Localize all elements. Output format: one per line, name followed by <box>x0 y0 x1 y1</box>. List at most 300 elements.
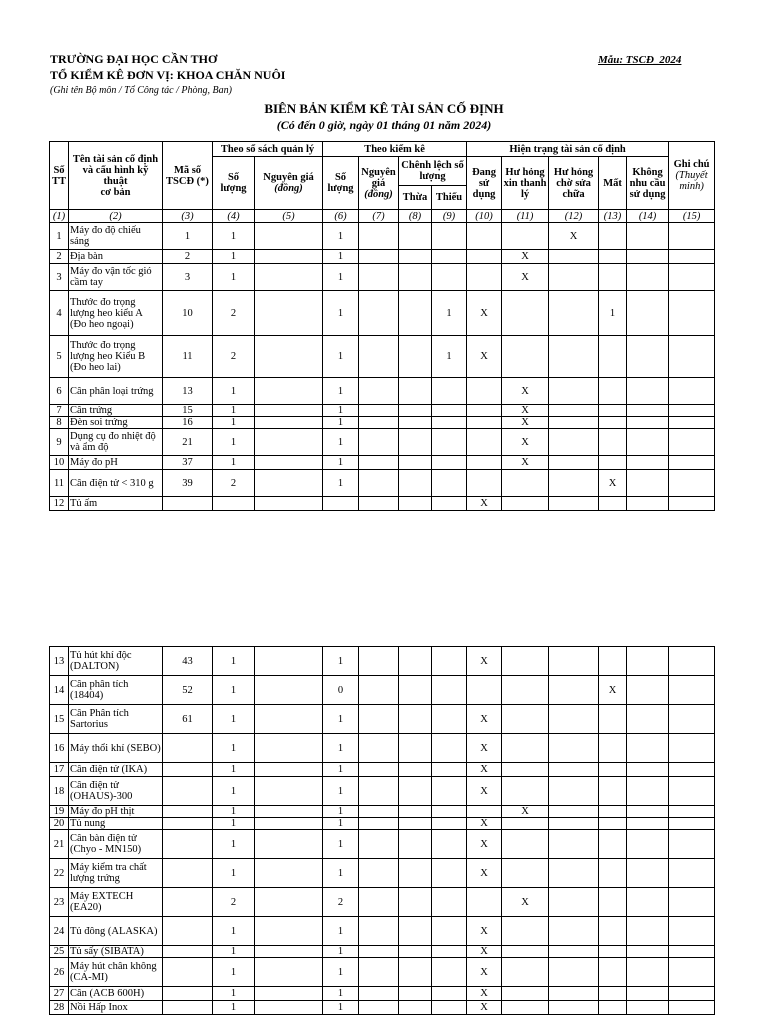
table-cell: X <box>502 806 549 818</box>
unit-note: (Ghi tên Bộ môn / Tổ Công tác / Phòng, Ban) <box>50 85 232 96</box>
asset-name-cell: Máy hút chân không (CA-MI) <box>69 958 163 987</box>
col-code: Mã số TSCĐ (*) <box>163 142 213 210</box>
table-cell: 1 <box>323 1001 359 1015</box>
table-cell <box>627 830 669 859</box>
table-cell <box>599 946 627 958</box>
table-cell: 1 <box>213 676 255 705</box>
table-cell <box>627 734 669 763</box>
table-cell <box>255 777 323 806</box>
table-cell <box>669 987 715 1001</box>
table-cell: 1 <box>323 291 359 336</box>
table-row <box>50 705 715 734</box>
table-cell <box>432 830 467 859</box>
table-cell <box>669 223 715 250</box>
table-cell: X <box>467 497 502 511</box>
table-cell: 1 <box>323 705 359 734</box>
table-cell: 1 <box>432 291 467 336</box>
table-cell <box>669 1001 715 1015</box>
table-cell <box>163 734 213 763</box>
table-cell <box>549 917 599 946</box>
table-cell <box>432 497 467 511</box>
table-cell: 1 <box>323 470 359 497</box>
table-cell <box>163 859 213 888</box>
table-cell <box>163 958 213 987</box>
table-cell <box>399 336 432 378</box>
col-number: (3) <box>163 210 213 223</box>
col-count-price-label: Nguyên giá <box>361 166 396 189</box>
document-title: BIÊN BẢN KIỂM KÊ TÀI SẢN CỐ ĐỊNH <box>264 101 504 116</box>
col-number: (4) <box>213 210 255 223</box>
table-cell <box>432 676 467 705</box>
table-cell <box>359 497 399 511</box>
table-cell <box>255 378 323 405</box>
table-cell: X <box>467 336 502 378</box>
table-row <box>50 806 715 818</box>
table-cell <box>549 806 599 818</box>
table-row <box>50 946 715 958</box>
table-cell: 1 <box>323 647 359 676</box>
table-cell <box>627 291 669 336</box>
table-cell <box>399 223 432 250</box>
col-number: (12) <box>549 210 599 223</box>
table-row <box>50 223 715 250</box>
table-cell <box>163 987 213 1001</box>
table-cell <box>399 830 432 859</box>
table-cell <box>399 405 432 417</box>
col-number: (13) <box>599 210 627 223</box>
table-cell <box>432 223 467 250</box>
asset-name-cell: Thước đo trọng lượng heo kiểu A (Đo heo ngoại) <box>69 291 163 336</box>
table-cell <box>467 888 502 917</box>
table-cell: 1 <box>163 223 213 250</box>
asset-name-cell: Đèn soi trứng <box>69 417 163 429</box>
table-cell <box>432 859 467 888</box>
table-cell: 1 <box>599 291 627 336</box>
table-cell <box>359 1001 399 1015</box>
table-row <box>50 777 715 806</box>
table-cell <box>627 497 669 511</box>
table-cell <box>163 818 213 830</box>
table-cell <box>255 806 323 818</box>
col-count-group: Theo kiểm kê <box>323 142 467 157</box>
table-cell: X <box>502 250 549 264</box>
table-cell: X <box>467 946 502 958</box>
table-cell <box>163 888 213 917</box>
table-cell: 1 <box>213 647 255 676</box>
table-cell <box>502 830 549 859</box>
table-cell <box>467 806 502 818</box>
table-cell <box>359 291 399 336</box>
table-cell: 1 <box>213 946 255 958</box>
table-cell <box>627 378 669 405</box>
table-cell <box>549 405 599 417</box>
table-cell <box>359 223 399 250</box>
table-cell <box>627 405 669 417</box>
table-cell <box>399 647 432 676</box>
table-cell <box>502 763 549 777</box>
table-cell <box>399 676 432 705</box>
table-cell <box>399 859 432 888</box>
table-cell <box>432 429 467 456</box>
table-cell <box>399 429 432 456</box>
col-stt: Số TT <box>50 142 69 210</box>
table-cell: X <box>467 763 502 777</box>
col-status-inuse: Đang sử dụng <box>467 157 502 210</box>
table-cell <box>467 417 502 429</box>
table-cell <box>669 818 715 830</box>
table-cell <box>627 456 669 470</box>
table-cell <box>627 763 669 777</box>
table-cell <box>669 830 715 859</box>
table-cell <box>399 1001 432 1015</box>
table-cell <box>359 958 399 987</box>
table-cell <box>255 763 323 777</box>
form-code: Mẫu: TSCĐ_2024 <box>598 54 682 66</box>
table-cell <box>255 647 323 676</box>
table-cell <box>359 417 399 429</box>
table-row <box>50 336 715 378</box>
asset-name-cell: Địa bàn <box>69 250 163 264</box>
table-cell: 1 <box>323 946 359 958</box>
table-cell: 52 <box>163 676 213 705</box>
table-cell <box>627 705 669 734</box>
table-cell <box>432 763 467 777</box>
asset-name-cell: Nồi Hấp Inox <box>69 1001 163 1015</box>
table-cell <box>255 291 323 336</box>
table-cell: X <box>549 223 599 250</box>
table-cell <box>549 859 599 888</box>
col-name-line1: Tên tài sản cố định <box>72 153 159 165</box>
table-cell <box>255 818 323 830</box>
table-row <box>50 859 715 888</box>
table-cell <box>432 946 467 958</box>
col-status-lost: Mất <box>599 157 627 210</box>
table-cell <box>432 734 467 763</box>
table-cell: 2 <box>213 470 255 497</box>
row-number-cell: 15 <box>50 705 69 734</box>
table-cell <box>359 777 399 806</box>
table-cell <box>502 1001 549 1015</box>
table-cell: 1 <box>323 264 359 291</box>
table-cell <box>359 336 399 378</box>
col-books-qty: Số lượng <box>213 157 255 210</box>
table-cell <box>399 818 432 830</box>
table-cell <box>502 291 549 336</box>
table-cell <box>255 336 323 378</box>
table-cell: X <box>467 830 502 859</box>
table-cell <box>627 264 669 291</box>
row-number-cell: 25 <box>50 946 69 958</box>
table-row <box>50 917 715 946</box>
table-cell: 1 <box>323 859 359 888</box>
row-number-cell: 6 <box>50 378 69 405</box>
table-cell <box>627 417 669 429</box>
table-cell <box>502 336 549 378</box>
table-cell: 1 <box>323 777 359 806</box>
asset-name-cell: Cân (ACB 600H) <box>69 987 163 1001</box>
table-cell <box>669 250 715 264</box>
table-cell: 1 <box>213 378 255 405</box>
table-row <box>50 264 715 291</box>
table-cell <box>599 917 627 946</box>
col-number: (10) <box>467 210 502 223</box>
table-row <box>50 734 715 763</box>
col-number: (5) <box>255 210 323 223</box>
table-cell <box>467 250 502 264</box>
table-cell <box>669 859 715 888</box>
table-cell <box>399 250 432 264</box>
table-cell: 1 <box>323 223 359 250</box>
col-notes-sub: (Thuyết minh) <box>675 170 708 192</box>
asset-name-cell: Tủ hút khí độc (DALTON) <box>69 647 163 676</box>
table-row <box>50 958 715 987</box>
table-cell <box>432 917 467 946</box>
asset-name-cell: Tủ ấm <box>69 497 163 511</box>
table-cell <box>255 676 323 705</box>
table-cell <box>599 958 627 987</box>
table-cell <box>549 958 599 987</box>
table-cell <box>669 378 715 405</box>
col-number: (9) <box>432 210 467 223</box>
table-cell <box>599 763 627 777</box>
table-cell: X <box>467 291 502 336</box>
table-cell <box>669 429 715 456</box>
table-cell <box>359 888 399 917</box>
table-cell <box>359 378 399 405</box>
table-cell <box>323 497 359 511</box>
col-count-qty: Số lượng <box>323 157 359 210</box>
table-cell <box>669 763 715 777</box>
col-number: (6) <box>323 210 359 223</box>
table-cell <box>432 378 467 405</box>
table-row <box>50 888 715 917</box>
col-number: (8) <box>399 210 432 223</box>
table-cell: 1 <box>323 917 359 946</box>
row-number-cell: 12 <box>50 497 69 511</box>
table-cell <box>502 223 549 250</box>
table-cell: 11 <box>163 336 213 378</box>
row-number-cell: 7 <box>50 405 69 417</box>
table-cell: X <box>467 777 502 806</box>
table-cell <box>359 987 399 1001</box>
table-cell: 1 <box>323 336 359 378</box>
table-cell: 37 <box>163 456 213 470</box>
table-cell <box>399 888 432 917</box>
asset-name-cell: Dụng cụ đo nhiệt độ và ẩm độ <box>69 429 163 456</box>
table-cell <box>627 470 669 497</box>
asset-name-cell: Máy thổi khí (SEBO) <box>69 734 163 763</box>
table-cell <box>599 888 627 917</box>
col-name-line2: và cấu hình kỹ thuật <box>82 164 149 187</box>
col-number: (15) <box>669 210 715 223</box>
table-row <box>50 1001 715 1015</box>
table-cell: 1 <box>213 830 255 859</box>
row-number-cell: 24 <box>50 917 69 946</box>
table-cell <box>549 946 599 958</box>
table-cell <box>399 734 432 763</box>
col-status-unneeded: Không nhu cầu sử dụng <box>627 157 669 210</box>
table-cell <box>255 734 323 763</box>
table-cell: 43 <box>163 647 213 676</box>
table-cell <box>502 917 549 946</box>
table-cell <box>627 818 669 830</box>
table-row <box>50 470 715 497</box>
table-cell <box>627 429 669 456</box>
table-cell <box>163 763 213 777</box>
table-cell: 1 <box>213 958 255 987</box>
table-cell <box>467 676 502 705</box>
table-cell <box>502 987 549 1001</box>
table-cell <box>627 987 669 1001</box>
table-cell <box>467 456 502 470</box>
table-cell <box>599 647 627 676</box>
table-cell: 1 <box>213 223 255 250</box>
table-cell <box>399 264 432 291</box>
asset-name-cell: Cân Phân tích Sartorius <box>69 705 163 734</box>
table-cell <box>502 946 549 958</box>
table-cell <box>359 917 399 946</box>
row-number-cell: 18 <box>50 777 69 806</box>
table-cell: 1 <box>213 264 255 291</box>
table-cell: 1 <box>213 705 255 734</box>
table-cell <box>467 429 502 456</box>
asset-name-cell: Cân điện tử (IKA) <box>69 763 163 777</box>
table-cell <box>432 647 467 676</box>
table-cell <box>599 818 627 830</box>
table-cell <box>599 1001 627 1015</box>
table-cell <box>359 429 399 456</box>
table-cell <box>432 250 467 264</box>
table-cell <box>599 405 627 417</box>
table-row <box>50 987 715 1001</box>
table-cell: 1 <box>213 987 255 1001</box>
table-cell <box>549 429 599 456</box>
table-cell <box>502 705 549 734</box>
row-number-cell: 2 <box>50 250 69 264</box>
col-count-price <box>359 157 399 210</box>
col-notes <box>669 142 715 210</box>
table-cell: X <box>502 417 549 429</box>
table-cell: 3 <box>163 264 213 291</box>
table-cell: 0 <box>323 676 359 705</box>
row-number-cell: 19 <box>50 806 69 818</box>
col-status-broken-wait: Hư hỏng chờ sửa chữa <box>549 157 599 210</box>
table-cell: 1 <box>213 405 255 417</box>
asset-name-cell: Thước đo trọng lượng heo Kiểu B (Đo heo lai) <box>69 336 163 378</box>
table-row <box>50 291 715 336</box>
table-cell <box>549 470 599 497</box>
table-cell <box>549 497 599 511</box>
table-cell <box>359 859 399 888</box>
table-cell <box>255 859 323 888</box>
row-number-cell: 21 <box>50 830 69 859</box>
table-cell <box>163 1001 213 1015</box>
table-cell <box>399 946 432 958</box>
table-row <box>50 429 715 456</box>
table-cell <box>669 264 715 291</box>
table-cell <box>255 223 323 250</box>
table-cell <box>255 264 323 291</box>
table-cell <box>549 417 599 429</box>
table-cell <box>549 818 599 830</box>
table-cell: X <box>467 987 502 1001</box>
col-number: (7) <box>359 210 399 223</box>
table-cell <box>669 777 715 806</box>
table-cell <box>549 378 599 405</box>
table-cell <box>359 946 399 958</box>
table-cell: 1 <box>323 958 359 987</box>
table-cell: 1 <box>323 763 359 777</box>
table-cell <box>502 470 549 497</box>
table-cell <box>432 1001 467 1015</box>
row-number-cell: 22 <box>50 859 69 888</box>
table-cell <box>599 223 627 250</box>
table-cell <box>669 647 715 676</box>
table-cell <box>432 470 467 497</box>
table-cell <box>549 830 599 859</box>
table-cell: X <box>502 888 549 917</box>
table-cell <box>549 888 599 917</box>
table-cell: X <box>599 470 627 497</box>
table-cell: 1 <box>323 830 359 859</box>
col-books-price-label: Nguyên giá <box>263 172 314 183</box>
asset-name-cell: Cân điện tử < 310 g <box>69 470 163 497</box>
row-number-cell: 4 <box>50 291 69 336</box>
table-cell <box>255 470 323 497</box>
table-cell <box>359 806 399 818</box>
table-cell <box>599 429 627 456</box>
table-cell <box>399 497 432 511</box>
col-name <box>69 142 163 210</box>
table-cell <box>467 264 502 291</box>
table-cell <box>627 946 669 958</box>
table-row <box>50 647 715 676</box>
row-number-cell: 27 <box>50 987 69 1001</box>
table-row <box>50 250 715 264</box>
table-cell <box>669 806 715 818</box>
table-cell <box>502 958 549 987</box>
asset-name-cell: Máy đo độ chiếu sáng <box>69 223 163 250</box>
table-cell <box>255 405 323 417</box>
table-cell <box>599 456 627 470</box>
row-number-cell: 23 <box>50 888 69 917</box>
table-cell <box>669 958 715 987</box>
table-cell <box>669 676 715 705</box>
table-cell <box>432 417 467 429</box>
table-cell <box>399 470 432 497</box>
table-cell <box>467 470 502 497</box>
table-cell: 2 <box>213 336 255 378</box>
table-cell <box>432 888 467 917</box>
table-cell <box>255 456 323 470</box>
table-cell <box>399 777 432 806</box>
table-cell <box>627 777 669 806</box>
table-cell <box>627 676 669 705</box>
table-cell: 1 <box>432 336 467 378</box>
table-cell <box>399 456 432 470</box>
table-cell <box>549 250 599 264</box>
table-cell <box>599 734 627 763</box>
table-cell: 1 <box>323 417 359 429</box>
table-cell <box>359 405 399 417</box>
table-cell <box>399 291 432 336</box>
table-cell <box>432 806 467 818</box>
table-cell <box>627 250 669 264</box>
table-cell <box>549 763 599 777</box>
table-cell: X <box>467 818 502 830</box>
table-cell <box>599 378 627 405</box>
table-row <box>50 456 715 470</box>
